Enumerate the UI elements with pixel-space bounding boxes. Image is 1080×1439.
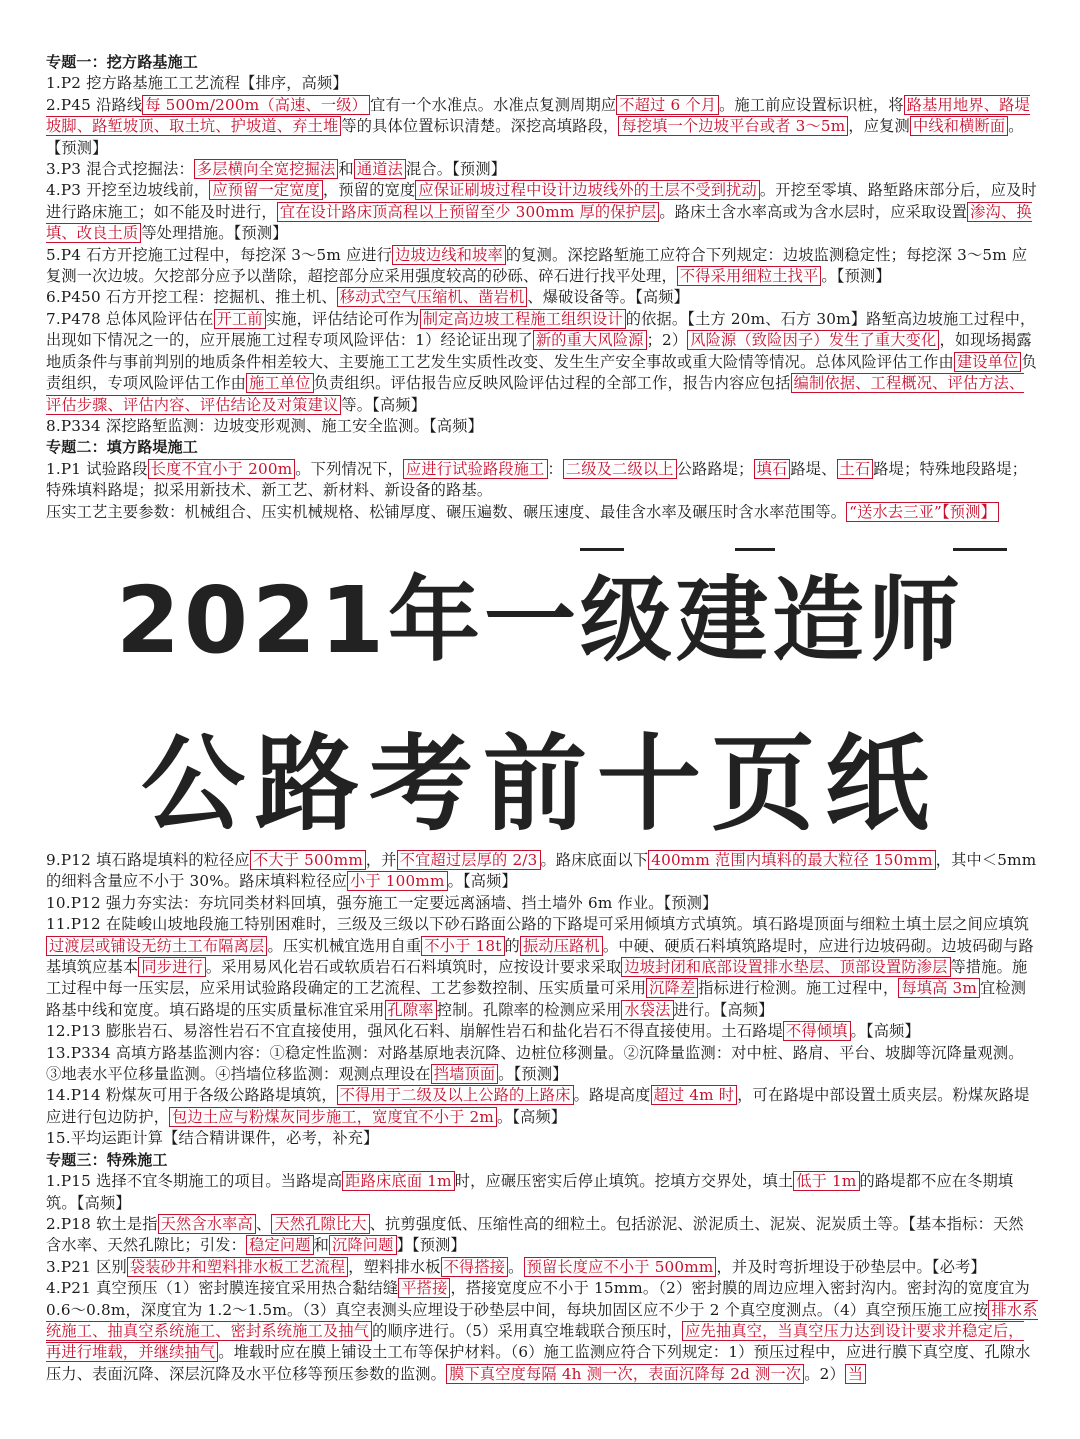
note-paragraph (46, 416, 1038, 437)
highlighted-keypoint: 应先抽真空，当真空压力达到设计要求并稳定后，再进行堆载，并继续抽气 (46, 1321, 1024, 1362)
section-heading: 专题三：特殊施工 (46, 1150, 168, 1169)
note-text: ： (547, 459, 563, 478)
highlighted-keypoint: 距路床底面 1m (342, 1171, 454, 1191)
highlighted-keypoint: 低于 1m (793, 1171, 859, 1191)
note-text: 。下列情况下， (295, 459, 404, 478)
note-text: 路堤、 (790, 459, 837, 478)
decor-mark (953, 548, 1007, 551)
highlighted-keypoint: 过渡层或铺设无纺土工布隔离层 (46, 936, 267, 956)
note-text: 4.P3 开挖至边坡线前， (46, 181, 210, 200)
note-paragraph (46, 73, 1038, 94)
highlighted-keypoint: 沉降问题 (329, 1235, 397, 1255)
highlighted-keypoint: 小于 100mm (347, 871, 448, 891)
note-paragraph (46, 502, 1038, 523)
note-text: 。堆载时应在膜上铺设土工布等保护材料。（6）施工监测应符合下列规定：1）预压过程中，应进行膜下真空度、孔隙水压力、表面沉降、深层沉降及水平位移等预压参数的监测。 (46, 1343, 1031, 1383)
note-paragraph (46, 1257, 1038, 1278)
highlighted-keypoint: 不超过 6 个月 (616, 95, 719, 115)
highlighted-keypoint: 挡墙顶面 (431, 1064, 499, 1084)
highlighted-keypoint: 振动压路机 (520, 936, 603, 956)
highlighted-keypoint: 制定高边坡工程施工组织设计 (420, 309, 626, 329)
decor-mark (735, 548, 775, 551)
highlighted-keypoint: 膜下真空度每隔 4h 测一次，表面沉降每 2d 测一次 (446, 1364, 804, 1384)
note-text: 负责组织，专项风险评估工作由 (46, 352, 1037, 393)
highlighted-keypoint: 填石 (754, 459, 791, 479)
highlighted-keypoint: 应保证刷坡过程中设计边坡线外的土层不受到扰动 (415, 180, 760, 200)
highlighted-keypoint: 不小于 18t (421, 936, 504, 956)
note-text: 2.P45 沿路线 (46, 95, 143, 114)
note-paragraph (46, 1278, 1038, 1385)
note-text: ，预留的宽度 (323, 181, 416, 200)
main-title: 2021年一级建造师 (115, 567, 965, 674)
note-text: 的路堤都不应在冬期填筑。【高频】 (46, 1172, 1014, 1212)
note-text: 15.平均运距计算【结合精讲课件，必考，补充】 (46, 1129, 379, 1148)
main-subtitle: 公路考前十页纸 (140, 723, 939, 845)
highlighted-keypoint: “送水去三亚”【预测】 (846, 502, 999, 522)
note-text: ，塑料排水板 (348, 1257, 441, 1276)
note-text: 6.P450 石方开挖工程：挖掘机、推土机、 (46, 288, 337, 307)
highlighted-keypoint: 当 (845, 1364, 866, 1384)
note-text: 3.P3 混合式挖掘法： (46, 160, 194, 179)
highlighted-keypoint: 风险源（致险因子）发生了重大变化 (687, 330, 939, 350)
note-text: 路堤；特殊地段路堤；特殊填料路堤；拟采用新技术、新工艺、新材料、新设备的路基。 (46, 459, 1028, 500)
note-text: 14.P14 粉煤灰可用于各级公路路堤填筑， (46, 1086, 337, 1105)
note-text: 9.P12 填石路堤填料的粒径应 (46, 851, 250, 869)
highlighted-keypoint: 同步进行 (138, 957, 206, 977)
highlighted-keypoint: 边坡封闭和底部设置排水垫层、顶部设置防渗层 (621, 957, 950, 977)
note-paragraph (46, 1214, 1038, 1257)
note-paragraph (46, 1021, 1038, 1042)
highlighted-keypoint: 每填高 3m (898, 978, 980, 998)
note-text: 、 (255, 1214, 272, 1233)
note-text: 宜有一个水准点。水准点复测周期应 (370, 95, 617, 114)
notes-section-bottom (46, 850, 1038, 1385)
note-paragraph (46, 1171, 1038, 1214)
highlighted-keypoint: 预留长度应不小于 500mm (524, 1257, 717, 1277)
note-text: 。【预测】 (821, 267, 891, 286)
highlighted-keypoint: 不得采用细粒土找平 (677, 266, 822, 286)
note-text: ，其中＜5mm 的细料含量应不小于 30%。路床填料粒径应 (46, 851, 1037, 891)
note-paragraph (46, 287, 1038, 308)
note-text: 。路床土含水率高或为含水层时，应采取设置 (659, 202, 968, 221)
note-text: 4.P21 真空预压（1）密封膜连接宜采用热合黏结缝 (46, 1279, 399, 1298)
note-text: 11.P12 在陡峻山坡地段施工特别困难时，三级及三级以下砂石路面公路的下路堤可采用倾填方式填筑。填石路堤顶面与细粒土填土层之间应填筑 (46, 915, 1030, 934)
highlighted-keypoint: 编制依据、工程概况、评估方法、评估步骤、评估内容、评估结论及对策建议 (46, 374, 1025, 414)
highlighted-keypoint: 孔隙率 (385, 1000, 437, 1020)
note-text: 。 (508, 1257, 524, 1276)
note-text: 】【预测】 (396, 1236, 466, 1255)
highlighted-keypoint: 中线和横断面 (910, 116, 1008, 136)
note-text: ，搭接宽度应不小于 15mm。（2）密封膜的周边应埋入密封沟内。密封沟的宽度宜为 0.6～0.8m，深度宜为 1.2～1.5m。（3）真空表测头应埋设于砂垫层中间，每块加固区应不少于 2 个真空度测点。（4）真空预压施工应按 (46, 1279, 1030, 1319)
note-text: 。路床底面以下 (540, 851, 649, 869)
note-text: 的顺序进行。（5）采用真空堆载联合预压时， (372, 1321, 683, 1340)
note-text: 公路路堤； (676, 459, 754, 478)
note-text: ，可在路堤中部设置土质夹层。粉煤灰路堤应进行包边防护， (46, 1086, 1030, 1126)
note-text: 等措施。施工过程中每一压实层，应采用试验路段确定的工艺流程、工艺参数控制、压实质量可采用 (46, 958, 1028, 998)
note-paragraph (46, 159, 1038, 180)
note-text: 进行。【高频】 (673, 1000, 774, 1019)
highlighted-keypoint: 不得用于二级及以上公路的上路床 (337, 1085, 574, 1105)
highlighted-keypoint: 路基用地界、路堤坡脚、路堑坡顶、取土坑、护坡道、弃土堆 (46, 95, 1030, 136)
note-text: 。施工前应设置标识桩，将 (719, 95, 904, 114)
note-text: 8.P334 深挖路堑监测：边坡变形观测、施工安全监测。【高频】 (46, 416, 484, 435)
highlighted-keypoint: 包边土应与粉煤灰同步施工，宽度宜不小于 2m (169, 1107, 497, 1127)
note-text: 混合。【预测】 (405, 160, 507, 179)
note-text: 实施，评估结论可作为 (265, 309, 420, 328)
highlighted-keypoint: 通道法 (354, 159, 406, 179)
note-text: 7.P478 总体风险评估在 (46, 309, 214, 328)
note-text: 。开挖至零填、路堑路床部分后，应及时进行路床施工；如不能及时进行， (46, 181, 1037, 221)
highlighted-keypoint: 土石 (837, 459, 874, 479)
note-paragraph (46, 1085, 1038, 1128)
highlighted-keypoint: 不大于 500mm (250, 850, 366, 870)
highlighted-keypoint: 应预留一定宽度 (209, 180, 323, 200)
note-paragraph (46, 309, 1038, 416)
note-text: ；2） (646, 331, 688, 350)
note-text: 等。【高频】 (341, 395, 427, 414)
highlighted-keypoint: 不宜超过层厚的 2/3 (397, 850, 541, 870)
note-text: ，如现场揭露地质条件与事前判别的地质条件相差较大、主要施工工艺发生实质性改变、发生生产安全事故或重大险情等情况。总体风险评估工作由 (46, 331, 1032, 371)
note-text: 和 (313, 1236, 329, 1255)
note-text: 。【高频】 (447, 872, 517, 891)
note-text: 。【预测】 (498, 1065, 568, 1084)
note-text: 的复测。深挖路堑施工应符合下列规定：边坡监测稳定性；每挖深 3～5m 应复测一次边坡。欠挖部分应予以凿除，超挖部分应采用强度较高的砂砾、碎石进行找平处理， (46, 245, 1028, 286)
note-text: 指标进行检测。施工过程中， (698, 979, 899, 998)
highlighted-keypoint: 渗沟、换填、改良土质 (46, 202, 1032, 243)
highlighted-keypoint: 每挖填一个边坡平台或者 3～5m (618, 116, 848, 136)
highlighted-keypoint: 天然含水率高 (158, 1214, 256, 1234)
note-text: 1.P2 挖方路基施工工艺流程【排序，高频】 (46, 74, 348, 93)
highlighted-keypoint: 400mm 范围内填料的最大粒径 150mm (648, 850, 936, 870)
note-text: 13.P334 高填方路基监测内容：①稳定性监测：对路基原地表沉降、边桩位移测量。②沉降量监测：对中桩、路肩、平台、坡脚等沉降量观测。③地表水平位移量监测。④挡墙位移监测：观测点理设在 (46, 1043, 1024, 1084)
highlighted-keypoint: 建设单位 (954, 352, 1022, 372)
note-text: 等的具体位置标识清楚。深挖高填路段， (341, 117, 619, 136)
note-text: 压实工艺主要参数：机械组合、压实机械规格、松铺厚度、碾压遍数、碾压速度、最佳含水率及碾压时含水率范围等。 (46, 502, 847, 521)
note-paragraph (46, 459, 1038, 502)
note-text: ，并及时弯折埋设于砂垫层中。【必考】 (716, 1257, 986, 1276)
note-text: 。【预测】 (46, 117, 1024, 157)
note-paragraph (46, 850, 1038, 893)
highlighted-keypoint: 不得倾填 (783, 1021, 851, 1041)
highlighted-keypoint: 不得搭接 (441, 1257, 509, 1277)
note-text: 12.P13 膨胀岩石、易溶性岩石不宜直接使用，强风化石料、崩解性岩石和盐化岩石不得直接使用。土石路堤 (46, 1022, 783, 1041)
highlighted-keypoint: 排水系统施工、抽真空系统施工、密封系统施工及抽气 (46, 1300, 1038, 1340)
note-text: 。【高频】 (496, 1107, 567, 1126)
note-text: 。中硬、硬质石料填筑路堤时，应进行边坡码砌。边坡码砌与路基填筑应基本 (46, 936, 1034, 977)
highlighted-keypoint: 水袋法 (621, 1000, 673, 1020)
highlighted-keypoint: 天然孔隙比大 (271, 1214, 369, 1234)
note-paragraph (46, 1128, 1038, 1149)
highlighted-keypoint: 施工单位 (246, 373, 314, 393)
note-text: 1.P15 选择不宜冬期施工的项目。当路堤高 (46, 1172, 343, 1191)
note-text: 和 (338, 160, 354, 179)
highlighted-keypoint: 应进行试验路段施工 (403, 459, 548, 479)
note-text: 的 (504, 936, 520, 955)
note-text: 时，应碾压密实后停止填筑。挖填方交界处，填土 (454, 1172, 794, 1191)
note-text: 。2） (804, 1364, 845, 1383)
highlighted-keypoint: 稳定问题 (246, 1235, 314, 1255)
highlighted-keypoint: 长度不宜小于 200m (148, 459, 296, 479)
section-heading: 专题一：挖方路基施工 (46, 53, 199, 71)
highlighted-keypoint: 开工前 (214, 309, 266, 329)
highlighted-keypoint: 每 500m/200m（高速、一级） (142, 95, 370, 115)
note-paragraph (46, 95, 1038, 159)
note-text: ，并 (365, 851, 397, 869)
note-text: 5.P4 石方开挖施工过程中，每挖深 3～5m 应进行 (46, 245, 393, 264)
note-text: 的依据。【土方 20m、石方 30m】路堑高边坡施工过程中，出现如下情况之一的，应开展施工过程专项风险评估：1）经论证出现了 (46, 309, 1036, 350)
note-text: 控制。孔隙率的检测应采用 (436, 1000, 622, 1019)
highlighted-keypoint: 移动式空气压缩机、凿岩机 (337, 287, 528, 307)
note-text: 10.P12 强力夯实法：夯坑同类材料回填，强夯施工一定要远离涵墙、挡土墙外 6m 作业。【预测】 (46, 893, 718, 912)
notes-section-top (46, 52, 1038, 523)
note-paragraph (46, 914, 1038, 1021)
note-text: 。压实机械宜选用自重 (267, 936, 422, 955)
note-text: ，应复测 (848, 117, 910, 136)
note-paragraph (46, 180, 1038, 244)
highlighted-keypoint: 边坡边线和坡率 (392, 245, 506, 265)
section-heading: 专题二：填方路堤施工 (46, 438, 199, 457)
note-text: 2.P18 软土是指 (46, 1214, 158, 1233)
highlighted-keypoint: 袋装砂井和塑料排水板工艺流程 (127, 1257, 348, 1277)
note-text: 3.P21 区别 (46, 1257, 127, 1276)
note-text: 。路堤高度 (573, 1086, 651, 1105)
highlighted-keypoint: 新的重大风险源 (533, 330, 647, 350)
highlighted-keypoint: 二级及二级以上 (563, 459, 677, 479)
highlighted-keypoint: 平搭接 (398, 1278, 450, 1298)
note-paragraph (46, 245, 1038, 288)
note-text: 。【高频】 (850, 1022, 920, 1041)
note-text: 等处理措施。【预测】 (141, 224, 288, 243)
decor-mark (580, 548, 624, 551)
note-paragraph (46, 893, 1038, 914)
note-text: 、爆破设备等。【高频】 (527, 288, 690, 307)
note-text: 、抗剪强度低、压缩性高的细粒土。包括淤泥、淤泥质土、泥炭、泥炭质土等。【基本指标：天然含水率、天然孔隙比；引发： (46, 1214, 1024, 1255)
highlighted-keypoint: 多层横向全宽挖掘法 (194, 159, 339, 179)
note-text: 。采用易风化岩石或软质岩石石料填筑时，应按设计要求采取 (205, 958, 622, 977)
highlighted-keypoint: 宜在设计路床顶高程以上预留至少 300mm 厚的保护层 (277, 202, 660, 222)
note-text: 宜检测路基中线和宽度。填石路堤的压实质量标准宜采用 (46, 979, 1027, 1019)
note-paragraph (46, 1043, 1038, 1086)
highlighted-keypoint: 超过 4m 时 (651, 1085, 738, 1105)
note-text: 负责组织。评估报告应反映风险评估过程的全部工作，报告内容应包括 (313, 374, 791, 393)
highlighted-keypoint: 沉降差 (646, 978, 698, 998)
note-text: 1.P1 试验路段 (46, 459, 148, 478)
